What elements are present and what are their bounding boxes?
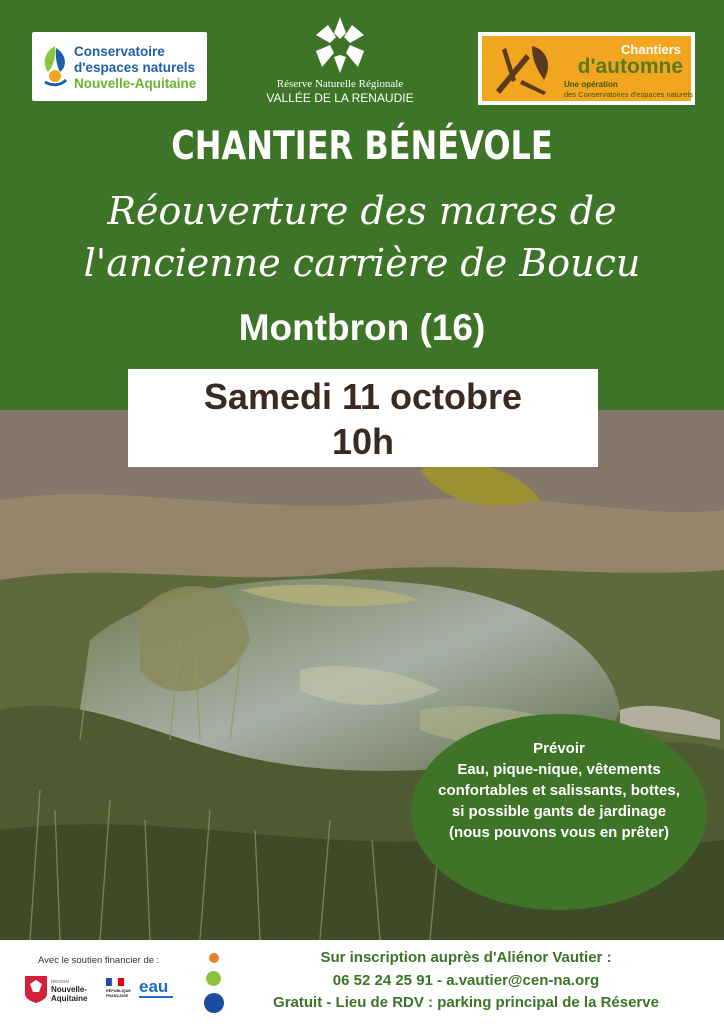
region-nouvelle-aquitaine-logo	[23, 974, 98, 1004]
svg-text:FRANÇAISE: FRANÇAISE	[106, 994, 129, 998]
support-label: Avec le soutien financier de :	[38, 955, 160, 966]
partner1-small: RÉGION	[51, 979, 69, 984]
event-subtitle-line1: Réouverture des mares de	[107, 189, 617, 233]
footer	[0, 940, 724, 1024]
svg-text:RÉPUBLIQUE: RÉPUBLIQUE	[106, 989, 131, 993]
cen-leaf-icon	[40, 42, 70, 90]
svg-text:Nouvelle-: Nouvelle-	[51, 985, 88, 994]
registration-info: Sur inscription auprès d'Aliénor Vautier :	[320, 949, 612, 966]
chantiers-automne-logo	[478, 32, 695, 105]
chantiers-line3: Une opération	[564, 80, 618, 89]
chantiers-line4: des Conservatoires d'espaces naturels	[564, 90, 694, 99]
blue-dot	[204, 993, 224, 1013]
event-title: CHANTIER BÉNÉVOLE	[171, 124, 553, 169]
tools-leaf-icon	[486, 40, 556, 97]
event-place: Montbron (16)	[238, 307, 486, 348]
partner3-label: eau	[139, 977, 169, 996]
republique-francaise-logo	[104, 976, 134, 1002]
prevoir-bubble	[411, 714, 707, 910]
header-banner	[0, 0, 724, 410]
reserve-logo	[250, 15, 430, 107]
green-dot	[206, 971, 221, 986]
reserve-flower-icon	[312, 15, 368, 75]
cen-logo	[32, 32, 207, 101]
reserve-name-line2: VALLÉE DE LA RENAUDIE	[266, 91, 414, 105]
prevoir-text: Eau, pique-nique, vêtements confortables et salissants, bottes, si possible gants de jardinage (nous pouvons vous en prêter)	[438, 761, 680, 841]
event-subtitle	[0, 185, 724, 289]
reserve-name-line1: Réserve Naturelle Régionale	[276, 78, 404, 90]
contact-info: 06 52 24 25 91 - a.vautier@cen-na.org	[332, 972, 600, 989]
cen-name-line1: Conservatoire	[74, 44, 165, 59]
cen-name-line2: d'espaces naturels	[74, 60, 196, 75]
event-date: Samedi 11 octobre	[203, 376, 523, 417]
orange-dot	[209, 953, 219, 963]
event-time: 10h	[331, 421, 395, 462]
event-subtitle-line2: l'ancienne carrière de Boucu	[83, 241, 641, 285]
chantiers-line2: d'automne	[577, 55, 683, 78]
meeting-point-info: Gratuit - Lieu de RDV : parking principal de la Réserve	[273, 994, 659, 1011]
prevoir-heading: Prévoir	[533, 740, 585, 757]
agence-eau-logo	[138, 974, 176, 1002]
svg-text:Aquitaine: Aquitaine	[51, 994, 88, 1003]
event-date-box	[128, 369, 598, 467]
chantiers-line1: Chantiers	[621, 42, 681, 57]
cen-name-line3: Nouvelle-Aquitaine	[74, 76, 197, 91]
